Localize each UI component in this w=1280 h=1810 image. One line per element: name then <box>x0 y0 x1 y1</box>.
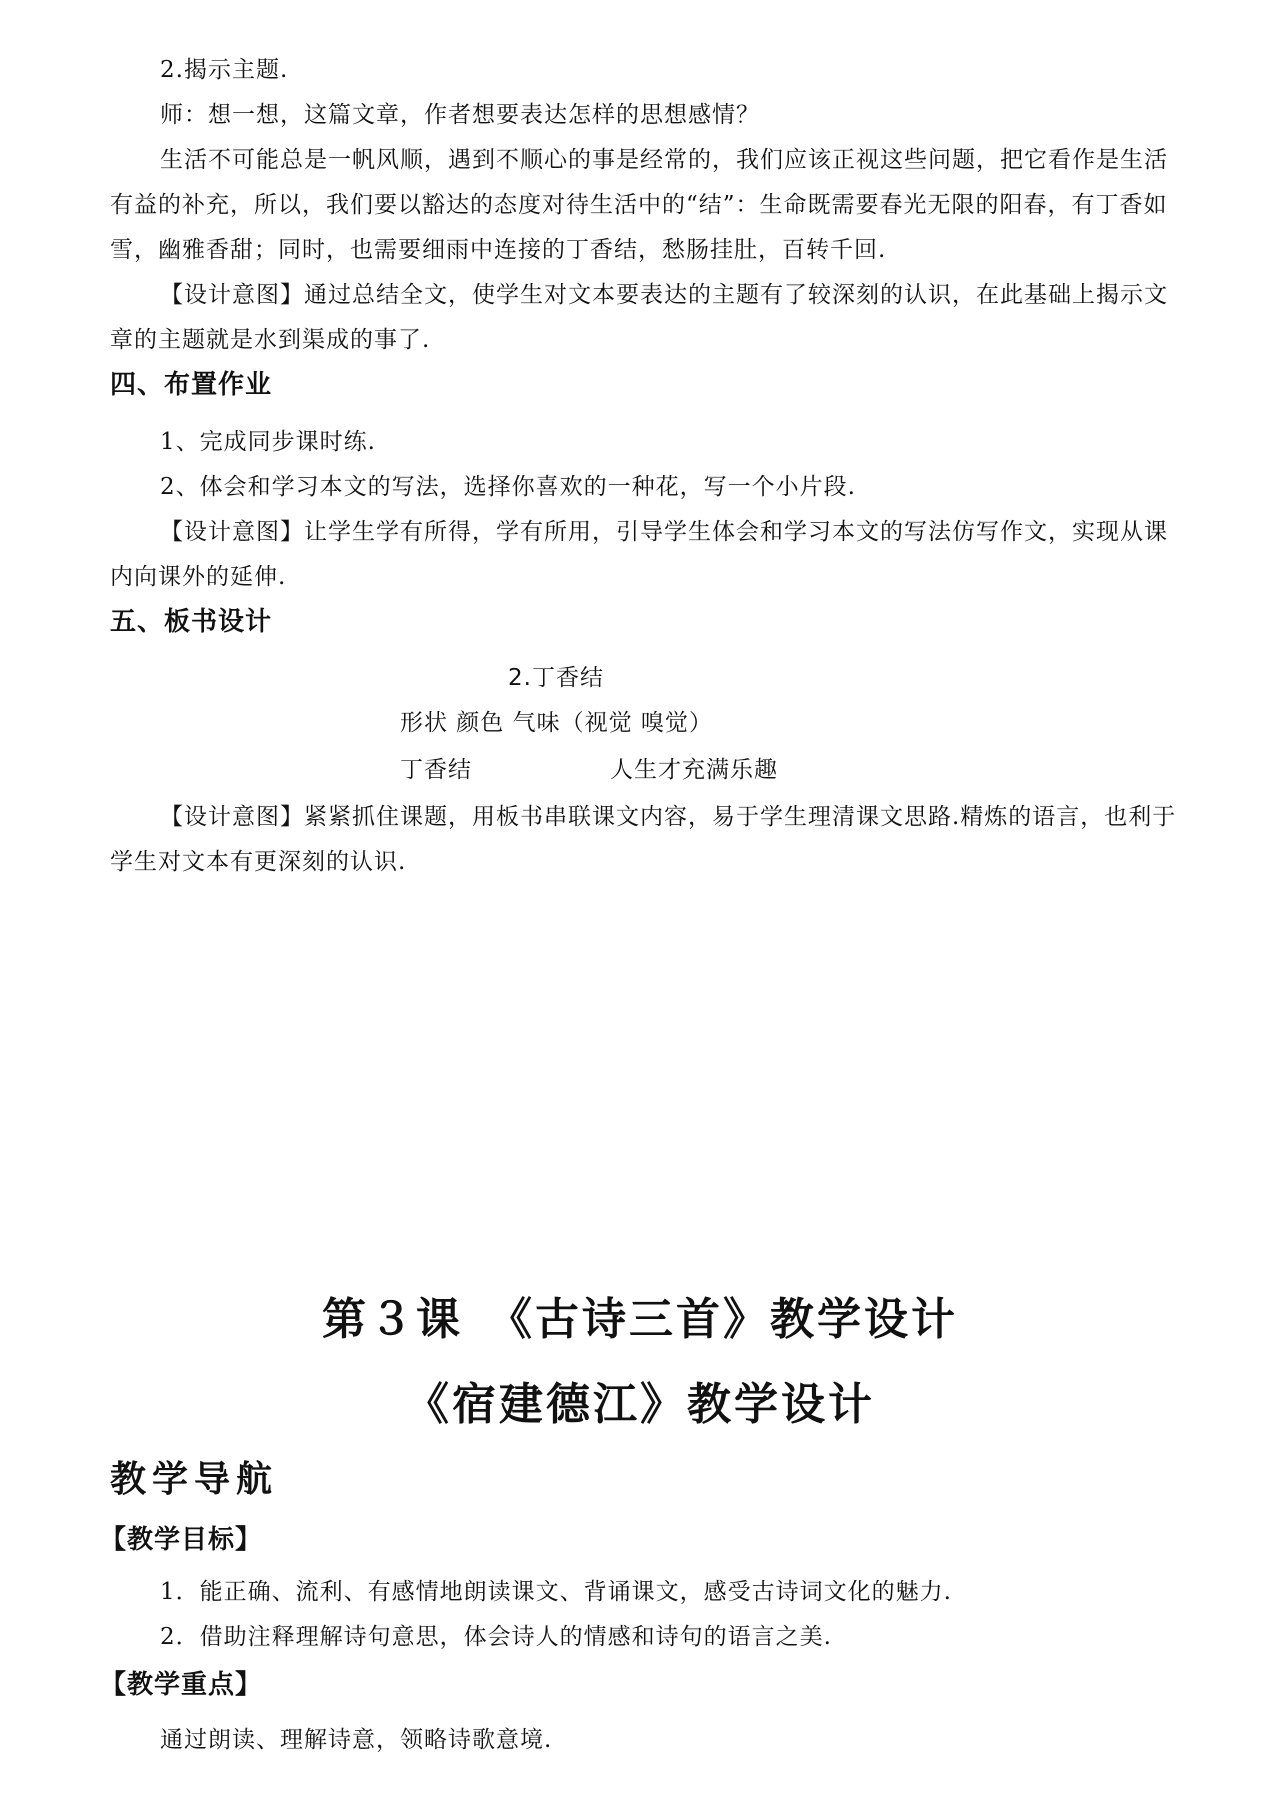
teaching-goal-1: 1．能正确、流利、有感情地朗读课文、背诵课文，感受古诗词文化的魅力. <box>160 1579 952 1605</box>
paragraph-reveal-theme: 2.揭示主题. <box>160 57 289 83</box>
teaching-key-point-1: 通过朗读、理解诗意，领略诗歌意境. <box>160 1727 553 1753</box>
board-title: 2.丁香结 <box>508 665 604 691</box>
poem-title: 《宿建德江》教学设计 <box>405 1379 875 1430</box>
heading-assign-homework: 四、布置作业 <box>110 370 273 400</box>
board-right-label: 人生才充满乐趣 <box>610 757 778 783</box>
homework-item-2: 2、体会和学习本文的写法，选择你喜欢的一种花，写一个小片段. <box>160 474 856 500</box>
homework-item-1: 1、完成同步课时练. <box>160 429 376 455</box>
paragraph-teacher-question: 师：想一想，这篇文章，作者想要表达怎样的思想感情？ <box>160 102 760 128</box>
teaching-key-points-heading: 【教学重点】 <box>100 1670 263 1700</box>
paragraph-design-intent-2: 【设计意图】让学生学有所得，学有所用，引导学生体会和学习本文的写法仿写作文，实现从课内向课外的延伸. <box>110 519 1168 590</box>
paragraph-design-intent-1: 【设计意图】通过总结全文，使学生对文本要表达的主题有了较深刻的认识，在此基础上揭示文章的主题就是水到渠成的事了. <box>110 282 1168 353</box>
heading-board-design: 五、板书设计 <box>110 607 273 637</box>
paragraph-design-intent-3: 【设计意图】紧紧抓住课题，用板书串联课文内容，易于学生理清课文思路.精炼的语言，也利于学生对文本有更深刻的认识. <box>110 804 1177 875</box>
teaching-goal-2: 2．借助注释理解诗句意思，体会诗人的情感和诗句的语言之美. <box>160 1624 832 1650</box>
board-left-label: 丁香结 <box>400 757 472 783</box>
lesson-title: 第３课 《古诗三首》教学设计 <box>322 1294 958 1345</box>
teaching-goals-heading: 【教学目标】 <box>100 1525 263 1555</box>
teaching-navigation-heading: 教学导航 <box>110 1459 279 1500</box>
board-line-senses: 形状 颜色 气味（视觉 嗅觉） <box>400 710 713 736</box>
paragraph-theme-explanation: 生活不可能总是一帆风顺，遇到不顺心的事是经常的，我们应该正视这些问题，把它看作是生活有益的补充，所以，我们要以豁达的态度对待生活中的“结”：生命既需要春光无限的阳春，有丁香如雪，幽雅香甜；同时，也需要细雨中连接的丁香结，愁肠挂肚，百转千回. <box>110 147 1168 263</box>
